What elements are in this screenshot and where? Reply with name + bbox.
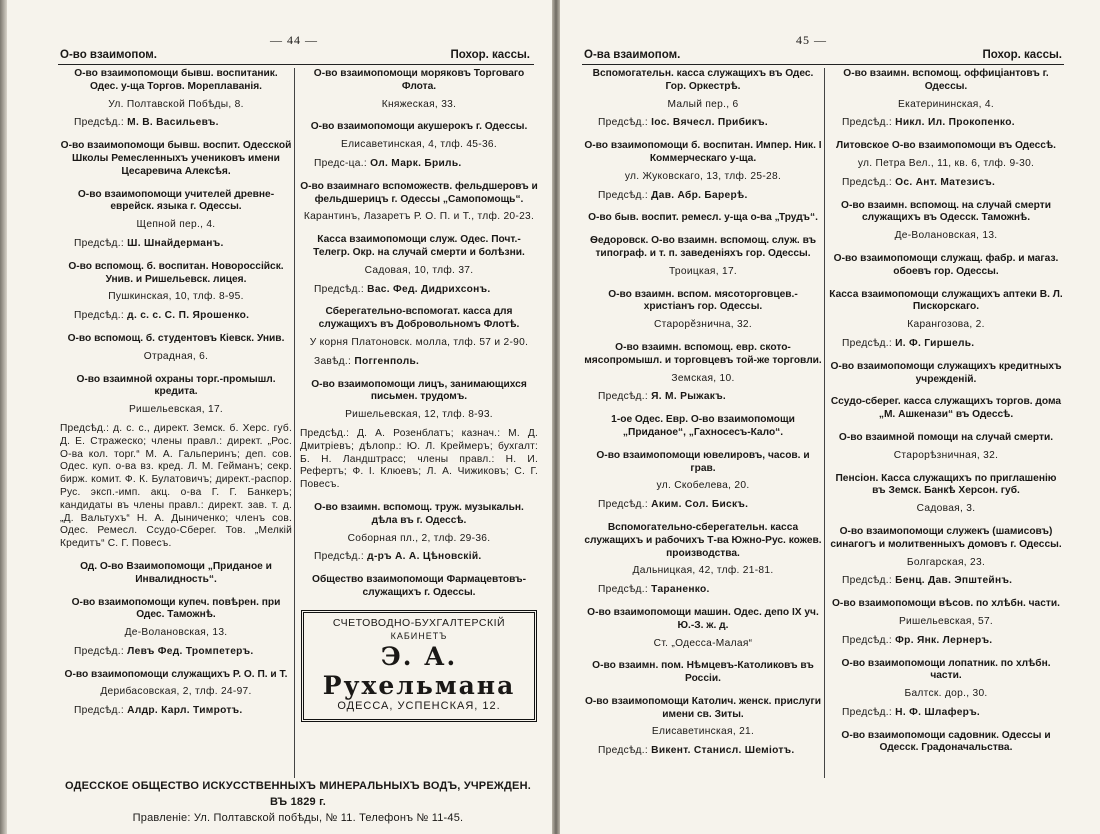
entry-title: О-во взаимопомощи Католич. женск. прислуги имени св. Зиты. — [584, 695, 822, 720]
entry-title: Касса взаимопомощи служ. Одес. Почт.-Телегр. Окр. на случай смерти и болѣзни. — [313, 234, 525, 258]
page-edge — [0, 0, 7, 834]
society-entry — [584, 414, 822, 440]
chairman-label: Предсѣд.: — [842, 337, 893, 349]
entry-chairman — [584, 117, 822, 130]
entry-title: О-во взаимн. вспомощ. евр. ското-мясопромышл. и торговцевъ той-же торговли. — [584, 341, 822, 366]
chairman-name: Аким. Сол. Бискъ. — [651, 499, 749, 511]
entry-address: Пушкинская, 10, тлф. 8-95. — [108, 291, 244, 303]
society-entry — [584, 212, 822, 225]
entry-chairman — [828, 707, 1064, 720]
entry-title: О-во взаимн. вспомощ. оффиціантовъ г. Одессы. — [843, 68, 1049, 92]
entry-chairman — [60, 117, 292, 130]
entry-title: Литовское О-во взаимопомощи въ Одессѣ. — [836, 140, 1056, 152]
society-entry — [828, 396, 1064, 422]
entry-address: Троицкая, 17. — [668, 265, 738, 277]
entry-address: ул. Скобелева, 20. — [656, 480, 750, 492]
entry-address: Ришельевская, 57. — [898, 615, 994, 627]
entry-title: О-во взаимной помощи на случай смерти. — [838, 431, 1054, 443]
running-header-right: Похор. кассы. — [982, 49, 1062, 61]
entry-address: Карантинъ, Лазаретъ Р. О. П. и Т., тлф. 20-23. — [303, 211, 535, 223]
page-45 — [560, 0, 1100, 834]
entry-title: Сберегательно-вспомогат. касса для служащихъ въ Добровольномъ Флотѣ. — [318, 306, 520, 331]
society-entry — [828, 598, 1064, 647]
entry-address: Карангозова, 2. — [907, 319, 985, 331]
entry-title: О-во взаимопомощи машин. Одес. депо IX уч. Ю.-З. ж. д. — [587, 606, 819, 631]
society-entry — [828, 200, 1064, 243]
chairman-label: Предсѣд.: — [314, 551, 365, 563]
chairman-label: Предсѣд.: — [842, 634, 893, 646]
society-entry — [584, 660, 822, 686]
entry-title: О-во взаимопомощи служащихъ Р. О. П. и Т. — [64, 668, 288, 680]
entry-title: О-во взаимопомощи моряковъ Торговаго Флота. — [313, 68, 525, 92]
chairman-label: Предсѣд.: — [842, 706, 893, 718]
chairman-name: Никл. Ил. Прокопенко. — [895, 117, 1015, 129]
entry-address: У корня Платоновск. молла, тлф. 57 и 2-90. — [309, 336, 529, 348]
chairman-label: Завѣд.: — [314, 355, 352, 367]
society-entry — [60, 597, 292, 659]
society-entry — [60, 333, 292, 364]
book-gutter — [552, 0, 560, 834]
chairman-label: Предсѣд.: — [74, 117, 125, 129]
society-entry — [584, 696, 822, 758]
entry-board: Предсѣд.: Д. А. Розенблатъ; казнач.: М. Д. Дмитріевъ; дѣлопр.: Ю. Л. Креймеръ; бухгалт: Б. Н. Ландштрасс; члены правл.: Н. И. Рефертъ; Ф. І. Клюевъ; Л. А. Чижиковъ; С. Г. Повесъ. — [300, 427, 538, 491]
chairman-label: Предсѣд.: — [598, 584, 649, 596]
entry-address: Дерибасовская, 2, тлф. 24-97. — [100, 686, 252, 698]
chairman-name: Левъ Фед. Тромпетеръ. — [127, 645, 254, 657]
header-rule — [58, 64, 534, 65]
entry-chairman — [828, 635, 1064, 648]
society-entry — [60, 189, 292, 251]
chairman-label: Предсѣд.: — [598, 391, 649, 403]
entry-title: О-во взаимн. пом. Нѣмцевъ-Католиковъ въ Россіи. — [592, 660, 814, 685]
society-entry — [584, 450, 822, 512]
page-number: 45 — — [796, 33, 827, 47]
entry-address: Садовая, 10, тлф. 37. — [364, 264, 474, 276]
entry-address: Щепной пер., 4. — [136, 219, 216, 231]
society-entry — [300, 234, 538, 296]
entry-chairman — [828, 575, 1064, 588]
chairman-name: Алдр. Карл. Тимротъ. — [127, 705, 243, 717]
entry-title: О-во взаимн. вспомощ. труж. музыкальн. дѣла въ г. Одессѣ. — [314, 501, 524, 526]
entry-board: Предсѣд.: д. с. с., директ. Земск. б. Херс. губ. Д. Е. Стражеско; члены правл.: директ. „Рос. О-ва кол. торг.“ М. А. Гальперинъ; деп. сов. Одес. куп. о-ва вз. кред. Л. М. Гейманъ; секр. бирж. комит. Ф. К. Булатовичъ; директ.-распор. Рус. эксп.-имп. акц. о-ва Г. Г. Банкеръ; кандидаты въ члены правл.: директ. зав. т. д. „Д. Вальтухъ“ Н. А. Дыниченко; членъ сов. Одес. Ремесл. Ссудо-Сберег. Тов. „Мелкій Кредитъ“ С. Г. Повесъ. — [60, 422, 292, 550]
entry-title: О-во взаимопомощи акушерокъ г. Одессы. — [310, 121, 528, 133]
chairman-label: Предсѣд.: — [842, 176, 893, 188]
column-1 — [60, 68, 292, 728]
entry-address: Ришельевская, 17. — [128, 404, 224, 416]
society-entry — [828, 68, 1064, 130]
society-entry — [584, 68, 822, 130]
society-entry — [828, 473, 1064, 516]
running-header-right: Похор. кассы. — [450, 49, 530, 61]
chairman-name: Іос. Вячесл. Прибикъ. — [651, 117, 768, 129]
chairman-label: Предсѣд.: — [842, 117, 893, 129]
chairman-label: Предсѣд.: — [842, 575, 893, 587]
chairman-label: Предсѣд.: — [74, 310, 125, 322]
chairman-name: Ш. Шнайдерманъ. — [127, 237, 224, 249]
society-entry — [828, 526, 1064, 588]
entry-title: О-во взаимопомощи бывш. воспитаник. Одес. у-ща Торгов. Мореплаванія. — [74, 68, 278, 92]
society-entry — [584, 607, 822, 650]
entry-title: Ссудо-сберег. касса служащихъ торгов. дома „М. Ашкенази“ въ Одессѣ. — [830, 396, 1062, 421]
entry-title: Общество взаимопомощи Фармацевтовъ-служащихъ г. Одессы. — [312, 574, 526, 598]
entry-chairman — [584, 584, 822, 597]
society-entry — [584, 289, 822, 332]
entry-chairman — [60, 646, 292, 659]
column-divider — [294, 68, 295, 778]
entry-address: Де-Волановская, 13. — [894, 230, 998, 242]
entry-address: Земская, 10. — [671, 372, 735, 384]
entry-title: 1-ое Одес. Евр. О-во взаимопомощи „Приданое“, „Гахносесъ-Кало“. — [611, 414, 795, 438]
entry-chairman — [60, 310, 292, 323]
entry-chairman — [300, 284, 538, 297]
chairman-label: Предсѣд.: — [74, 705, 125, 717]
entry-address: Ст. „Одесса-Малая“ — [653, 637, 753, 649]
chairman-name: Викент. Станисл. Шеміотъ. — [651, 745, 795, 757]
entry-chairman — [300, 158, 538, 171]
entry-address: Балтск. дор., 30. — [904, 688, 988, 700]
society-entry — [584, 342, 822, 404]
chairman-label: Предс-ца.: — [314, 157, 368, 169]
entry-title: О-во взаимопомощи бывш. воспит. Одесской Школы Ремесленныхъ учениковъ имени Цесаревича Алексѣя. — [60, 140, 292, 177]
chairman-label: Предсѣд.: — [598, 745, 649, 757]
entry-address: Отрадная, 6. — [143, 350, 209, 362]
page-number: — 44 — — [270, 33, 318, 47]
entry-title: О-во взаимопомощи купеч. повѣрен. при Одес. Таможнѣ. — [71, 596, 281, 621]
entry-title: Ѳедоровск. О-во взаимн. вспомощ. служ. въ типограф. и т. п. заведеніяхъ гор. Одессы. — [589, 235, 817, 259]
entry-chairman — [300, 551, 538, 564]
column-divider — [824, 68, 825, 778]
entry-title: Вспомогательн. касса служащихъ въ Одес. Гор. Оркестрѣ. — [592, 68, 814, 92]
footer-notice — [58, 778, 538, 826]
entry-address: Малый пер., 6 — [667, 98, 739, 110]
chairman-name: д-ръ А. А. Цѣновскій. — [367, 551, 482, 563]
entry-title: О-во вспомощ. б. воспитан. Новороссійск. Унив. и Ришельевск. лицея. — [68, 260, 284, 285]
society-entry — [300, 379, 538, 492]
society-entry — [584, 140, 822, 202]
entry-title: О-во взаимнаго вспоможеств. фельдшеровъ и фельдшерицъ г. Одессы „Самопомощь“. — [300, 180, 538, 205]
column-1 — [584, 68, 822, 768]
entry-chairman — [828, 117, 1064, 130]
header-rule — [582, 64, 1064, 65]
column-2 — [828, 68, 1064, 765]
entry-title: О-во взаимопомощи вѣсов. по хлѣбн. части. — [832, 598, 1060, 610]
entry-chairman — [60, 705, 292, 718]
entry-chairman — [584, 745, 822, 758]
entry-title: О-во взаимопомощи ювелировъ, часов. и грав. — [596, 449, 810, 474]
entry-address: Елисаветинская, 21. — [651, 726, 755, 738]
advertisement-box — [301, 610, 537, 722]
society-entry — [300, 121, 538, 170]
society-entry — [584, 522, 822, 597]
society-entry — [300, 306, 538, 368]
chairman-label: Предсѣд.: — [598, 189, 649, 201]
entry-title: О-во взаимопомощи служащ. фабр. и магаз. обоевъ гор. Одессы. — [833, 252, 1059, 277]
society-entry — [828, 289, 1064, 351]
chairman-label: Предсѣд.: — [598, 117, 649, 129]
chairman-label: Предсѣд.: — [74, 645, 125, 657]
running-header-left: О-ва взаимопом. — [584, 49, 681, 61]
society-entry — [300, 502, 538, 564]
entry-address: Де-Волановская, 13. — [124, 627, 228, 639]
entry-chairman — [828, 177, 1064, 190]
entry-address: Дальницкая, 42, тлф. 21-81. — [632, 565, 774, 577]
chairman-label: Предсѣд.: — [598, 499, 649, 511]
chairman-name: Поггенполь. — [354, 355, 420, 367]
society-entry — [300, 181, 538, 224]
entry-address: Болгарская, 23. — [906, 556, 986, 568]
chairman-name: М. В. Васильевъ. — [127, 117, 219, 129]
society-entry — [300, 574, 538, 600]
entry-title: О-во взаимной охраны торг.-промышл. кредита. — [76, 373, 276, 398]
chairman-name: Ол. Марк. Бриль. — [370, 157, 462, 169]
entry-title: О-во вспомощ. б. студентовъ Кіевск. Унив. — [67, 332, 285, 344]
society-entry — [828, 253, 1064, 279]
entry-address: Садовая, 3. — [916, 503, 976, 515]
chairman-name: И. Ф. Гиршель. — [895, 337, 975, 349]
chairman-name: Бенц. Дав. Эпштейнъ. — [895, 575, 1013, 587]
chairman-name: д. с. с. С. П. Ярошенко. — [127, 310, 250, 322]
entry-chairman — [828, 338, 1064, 351]
chairman-name: Ос. Ант. Матезисъ. — [895, 176, 996, 188]
footer-line-1: ОДЕССКОЕ ОБЩЕСТВО ИСКУССТВЕННЫХЪ МИНЕРАЛЬНЫХЪ ВОДЪ, УЧРЕЖДЕН. ВЪ 1829 г. — [65, 780, 531, 808]
society-entry — [60, 561, 292, 587]
ad-address: ОДЕССА, УСПЕНСКАЯ, 12. — [337, 700, 501, 713]
society-entry — [828, 361, 1064, 387]
chairman-name: Тараненко. — [651, 584, 710, 596]
entry-title: О-во взаимопомощи б. воспитан. Импер. Ник. I Коммерческаго у-ща. — [584, 140, 822, 164]
ad-line-2: КАБИНЕТЪ — [390, 630, 448, 641]
entry-address: Ул. Полтавской Побѣды, 8. — [108, 98, 244, 110]
entry-title: О-во взаимопомощи учителей древне-еврейск. языка г. Одессы. — [77, 188, 275, 213]
society-entry — [828, 140, 1064, 189]
society-entry — [60, 669, 292, 718]
entry-address: ул. Жуковскаго, 13, тлф. 25-28. — [624, 170, 782, 182]
entry-address: Старорѣзничная, 32. — [893, 449, 999, 461]
society-entry — [60, 140, 292, 178]
entry-address: Соборная пл., 2, тлф. 29-36. — [347, 532, 491, 544]
entry-title: О-во взаимопомощи лопатник. по хлѣбн. части. — [841, 657, 1051, 682]
entry-address: Екатерининская, 4. — [898, 98, 994, 110]
entry-address: Княжеская, 33. — [381, 98, 457, 110]
entry-title: Вспомогательно-сберегательн. касса служащихъ и рабочихъ Т-ва Южно-Рус. кожев. производства. — [584, 521, 822, 559]
chairman-name: Н. Ф. Шлаферъ. — [895, 706, 981, 718]
society-entry — [60, 261, 292, 323]
entry-chairman — [60, 238, 292, 251]
column-2 — [300, 68, 538, 722]
society-entry — [60, 68, 292, 130]
ad-line-1: СЧЕТОВОДНО-БУХГАЛТЕРСКІЙ — [332, 616, 506, 629]
chairman-name: Фр. Янк. Лернеръ. — [895, 634, 993, 646]
entry-chairman — [300, 356, 538, 369]
society-entry — [60, 374, 292, 551]
entry-chairman — [584, 499, 822, 512]
entry-title: О-во взаимопомощи служащихъ кредитныхъ учрежденій. — [830, 360, 1062, 385]
society-entry — [828, 432, 1064, 463]
entry-title: О-во взаимн. вспом. мясоторговцев.-христіанъ гор. Одессы. — [608, 288, 798, 313]
entry-address: ул. Петра Вел., 11, кв. 6, тлф. 9-30. — [857, 157, 1035, 169]
entry-address: Старорӗзнична, 32. — [653, 319, 753, 331]
society-entry — [828, 658, 1064, 720]
entry-chairman — [584, 391, 822, 404]
entry-title: О-во взаимопомощи садовник. Одессы и Одесск. Градоначальства. — [841, 729, 1051, 754]
entry-title: Пенсіон. Касса служащихъ по приглашенію въ Земск. Банкѣ Херсон. губ. — [835, 472, 1057, 497]
society-entry — [828, 730, 1064, 756]
entry-title: О-во взаимн. вспомощ. на случай смерти служащихъ въ Одесск. Таможнѣ. — [841, 199, 1051, 224]
chairman-name: Вас. Фед. Дидрихсонъ. — [367, 283, 491, 295]
entry-title: О-во взаимопомощи служекъ (шамисовъ) синагогъ и молитвенныхъ домовъ г. Одессы. — [830, 525, 1062, 550]
entry-address: Елисаветинская, 4, тлф. 45-36. — [340, 139, 498, 151]
chairman-name: Я. М. Рыжакъ. — [651, 391, 727, 403]
chairman-name: Дав. Абр. Барерѣ. — [651, 189, 748, 201]
ad-name: Э. А. Рухельмана — [322, 642, 516, 701]
society-entry — [584, 235, 822, 278]
entry-title: О-во быв. воспит. ремесл. у-ща о-ва „Трудъ“. — [588, 212, 818, 224]
entry-title: О-во взаимопомощи лицъ, занимающихся письмен. трудомъ. — [311, 378, 527, 403]
footer-line-2: Правленіе: Ул. Полтавской побѣды, № 11. Телефонъ № 11-45. — [132, 812, 464, 824]
entry-address: Ришельевская, 12, тлф. 8-93. — [345, 409, 493, 421]
entry-title: Касса взаимопомощи служащихъ аптеки В. Л. Пискорскаго. — [829, 288, 1063, 313]
chairman-label: Предсѣд.: — [74, 237, 125, 249]
chairman-label: Предсѣд.: — [314, 283, 365, 295]
society-entry — [300, 68, 538, 111]
entry-chairman — [584, 190, 822, 203]
entry-title: Од. О-во Взаимопомощи „Приданое и Инвалидность“. — [80, 560, 272, 585]
running-header-left: О-во взаимопом. — [60, 49, 157, 61]
